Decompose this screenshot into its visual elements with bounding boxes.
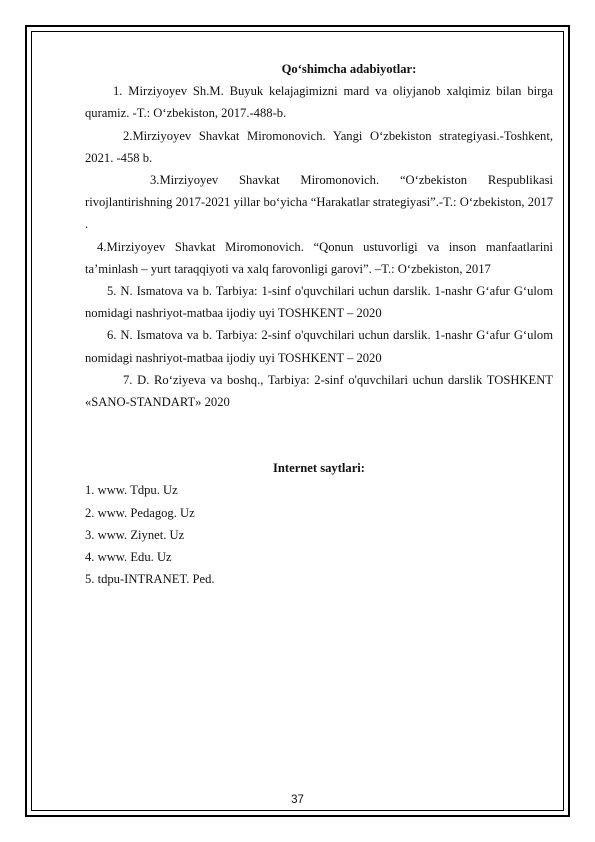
document-body	[85, 58, 553, 590]
site-item: 4. www. Edu. Uz	[85, 550, 172, 565]
site-item: 1. www. Tdpu. Uz	[85, 483, 178, 498]
reference-item: 4.Mirziyoyev Shavkat Miromonovich. “Qonun ustuvorligi va inson manfaatlarini ta’minlash – yurt taraqqiyoti va xalq farovonligi garovi”. –T.: O‘zbekiston, 2017	[85, 239, 553, 276]
reference-item: 3.Mirziyoyev Shavkat Miromonovich. “O‘zbekiston Respublikasi rivojlantirishning 2017-2021 yillar bo‘yicha “Harakatlar strategiyasi”.-T.: O‘zbekiston, 2017 .	[85, 173, 553, 232]
page-number: 37	[291, 794, 304, 806]
reference-item: 1. Mirziyoyev Sh.M. Buyuk kelajagimizni mard va oliyjanob xalqimiz bilan birga quramiz. -T.: O‘zbekiston, 2017.-488-b.	[85, 84, 553, 121]
references-heading: Qo‘shimcha adabiyotlar:	[281, 62, 417, 76]
reference-item: 5. N. Ismatova va b. Tarbiya: 1-sinf o'quvchilari uchun darslik. 1-nashr G‘afur G‘ulom nomidagi nashriyot-matbaa ijodiy uyi TOSHKENT – 2020	[85, 284, 553, 321]
site-item: 2. www. Pedagog. Uz	[85, 505, 195, 520]
site-item: 3. www. Ziynet. Uz	[85, 527, 185, 542]
site-item: 5. tdpu-INTRANET. Ped.	[85, 572, 215, 587]
reference-item: 6. N. Ismatova va b. Tarbiya: 2-sinf o'quvchilari uchun darslik. 1-nashr G‘afur G‘ulom nomidagi nashriyot-matbaa ijodiy uyi TOSHKENT – 2020	[85, 328, 553, 365]
internet-sites-list	[85, 479, 553, 590]
reference-item: 2.Mirziyoyev Shavkat Miromonovich. Yangi O‘zbekiston strategiyasi.-Toshkent, 2021. -458 b.	[85, 128, 553, 165]
reference-item: 7. D. Ro‘ziyeva va boshq., Tarbiya: 2-sinf o'quvchilari uchun darslik TOSHKENT «SANO-STANDART» 2020	[85, 372, 553, 410]
internet-sites-heading: Internet saytlari:	[273, 461, 365, 476]
